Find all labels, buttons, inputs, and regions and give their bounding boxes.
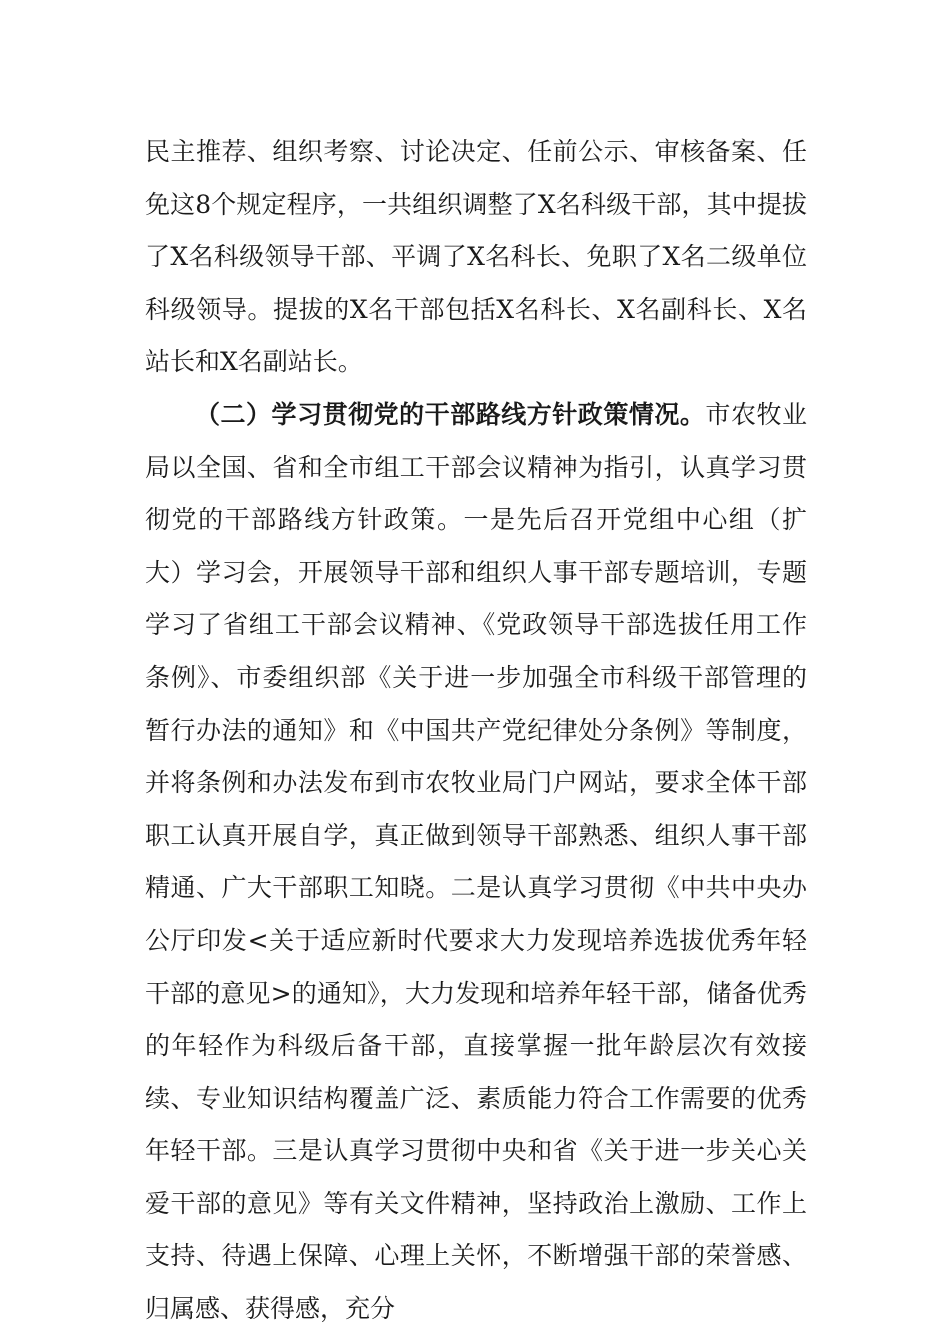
section-heading: （二）学习贯彻党的干部路线方针政策情况。 [195,399,706,429]
paragraph-text: 市农牧业局以全国、省和全市组工干部会议精神为指引，认真学习贯彻党的干部路线方针政策。一是先后召开党组中心组（扩大）学习会，开展领导干部和组织人事干部专题培训，专题学习了省组工干部会议精神、《党政领导干部选拔任用工作条例》、市委组织部《关于进一步加强全市科级干部管理的暂行办法的通知》和《中国共产党纪律处分条例》等制度，并将条例和办法发布到市农牧业局门户网站，要求全体干部职工认真开展自学，真正做到领导干部熟悉、组织人事干部精通、广大干部职工知晓。二是认真学习贯彻《中共中央办公厅印发<关于适应新时代要求大力发现培养选拔优秀年轻干部的意见>的通知》，大力发现和培养年轻干部，储备优秀的年轻作为科级后备干部，直接掌握一批年龄层次有效接续、专业知识结构覆盖广泛、素质能力符合工作需要的优秀年轻干部。三是认真学习贯彻中央和省《关于进一步关心关爱干部的意见》等有关文件精神，坚持政治上激励、工作上支持、待遇上保障、心理上关怀，不断增强干部的荣誉感、归属感、获得感，充分 [145,399,807,1324]
paragraph-program-summary [145,126,807,389]
paragraph-text: 民主推荐、组织考察、讨论决定、任前公示、审核备案、任免这8个规定程序，一共组织调整了X名科级干部，其中提拔了X名科级领导干部、平调了X名科长、免职了X名二级单位科级领导。提拔的X名干部包括X名科长、X名副科长、X名站长和X名副站长。 [145,137,807,377]
document-body [145,126,807,1336]
paragraph-policy-study [145,389,807,1336]
